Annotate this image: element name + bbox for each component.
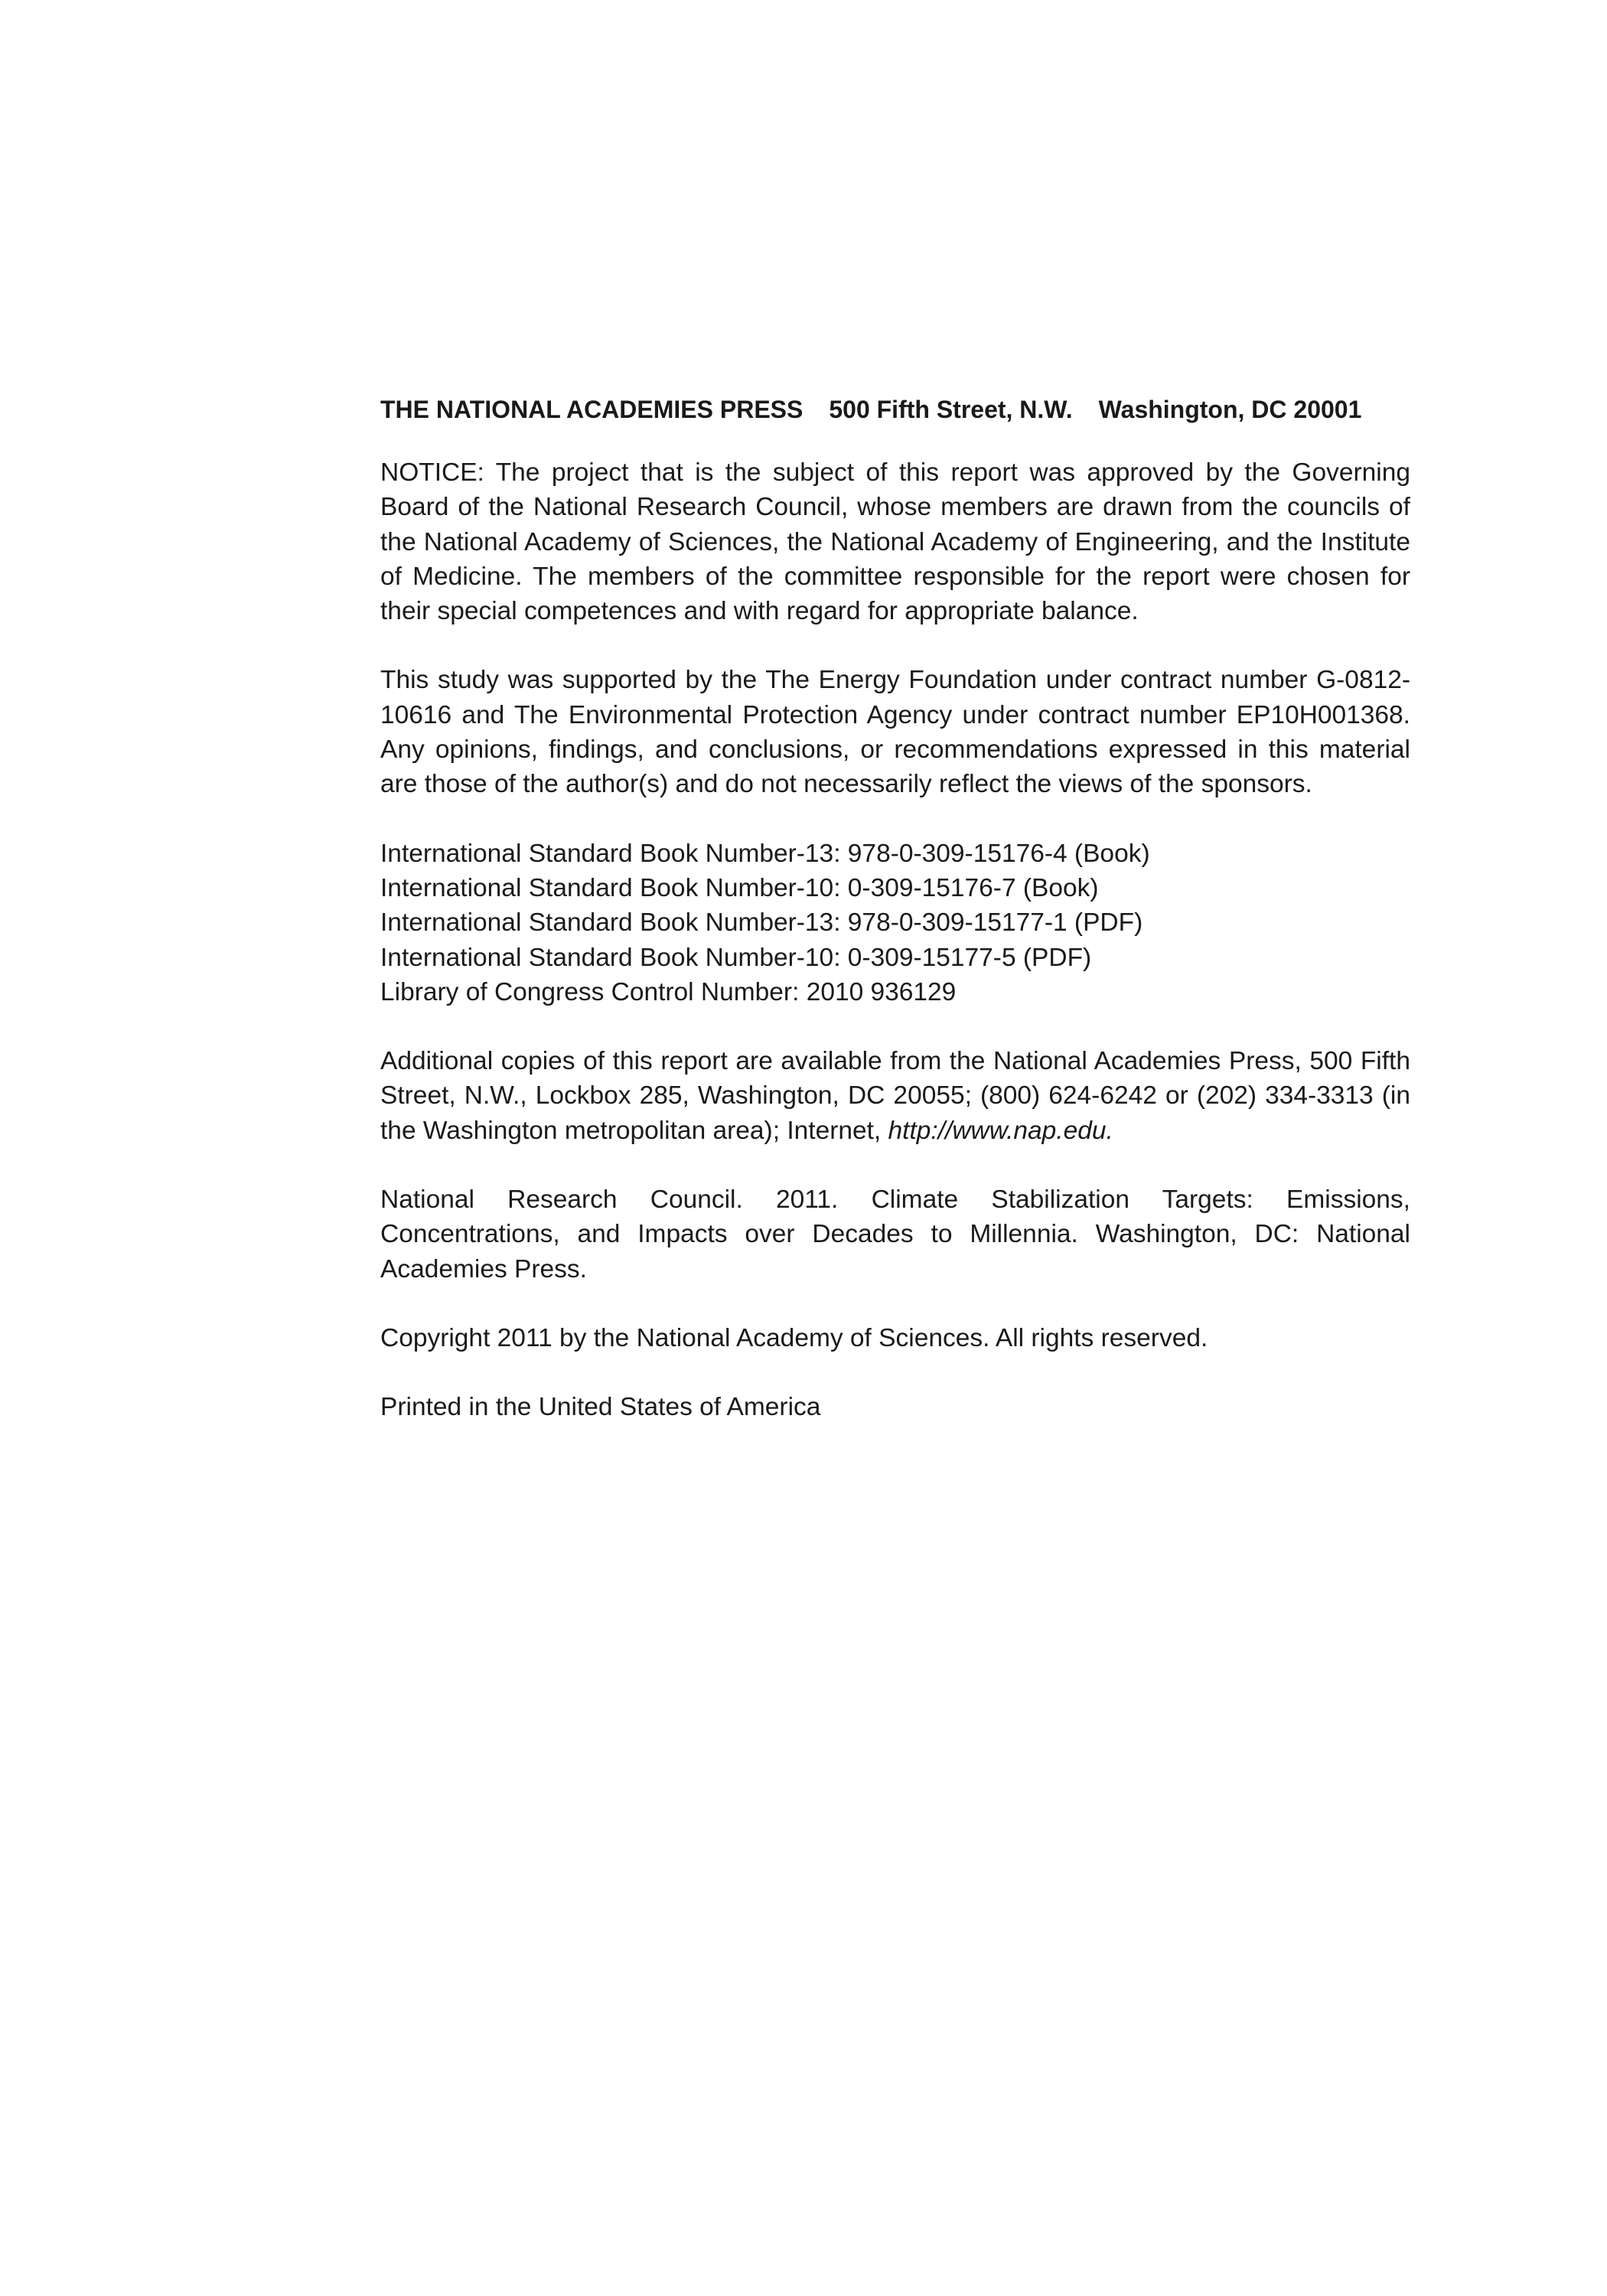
lccn-line: Library of Congress Control Number: 2010 936129 [380,977,957,1006]
printed-line: Printed in the United States of America [380,1393,821,1422]
notice-paragraph: NOTICE: The project that is the subject of this report was approved by the Governing Board of the National Research Council, whose members are drawn from the councils of the National Academy of Sciences, the National Academy of Engineering, and the Institute of Medicine. The members of the committee responsible for the report were chosen for their special competences and with regard for appropriate balance. [380,458,1410,626]
isbn-13-pdf: International Standard Book Number-13: 978-0-309-15177-1 (PDF) [380,908,1143,938]
isbn-10-book: International Standard Book Number-10: 0-309-15176-7 (Book) [380,873,1099,902]
citation-paragraph: National Research Council. 2011. Climate Stabilization Targets: Emissions, Concentrations, and Impacts over Decades to Millennia. Washington, DC: National Academies Press. [380,1186,1410,1283]
copyright-page [380,392,1410,1425]
availability-text: Additional copies of this report are available from the National Academies Press, 500 Fifth Street, N.W., Lockbox 285, Washington, DC 20055; (800) 624-6242 or (202) 334-3313 (in the Washington metropolitan area); Internet, [380,1047,1410,1145]
isbn-list [380,837,1410,1009]
copyright-line: Copyright 2011 by the National Academy of Sciences. All rights reserved. [380,1323,1208,1352]
nap-website-link[interactable]: http://www.nap.edu. [888,1116,1113,1145]
isbn-10-pdf: International Standard Book Number-10: 0-309-15177-5 (PDF) [380,943,1092,972]
support-paragraph: This study was supported by the The Energy Foundation under contract number G-0812-10616 and The Environmental Protection Agency under contract number EP10H001368. Any opinions, findings, and conclusions, or recommendations expressed in this material are those of the author(s) and do not necessarily reflect the views of the sponsors. [380,666,1410,799]
publisher-street: 500 Fifth Street, N.W. [829,396,1073,423]
publisher-city: Washington, DC 20001 [1098,396,1362,423]
publisher-name: THE NATIONAL ACADEMIES PRESS [380,396,804,423]
publisher-header [380,392,1410,427]
availability-paragraph [380,1044,1410,1148]
isbn-13-book: International Standard Book Number-13: 978-0-309-15176-4 (Book) [380,839,1150,868]
